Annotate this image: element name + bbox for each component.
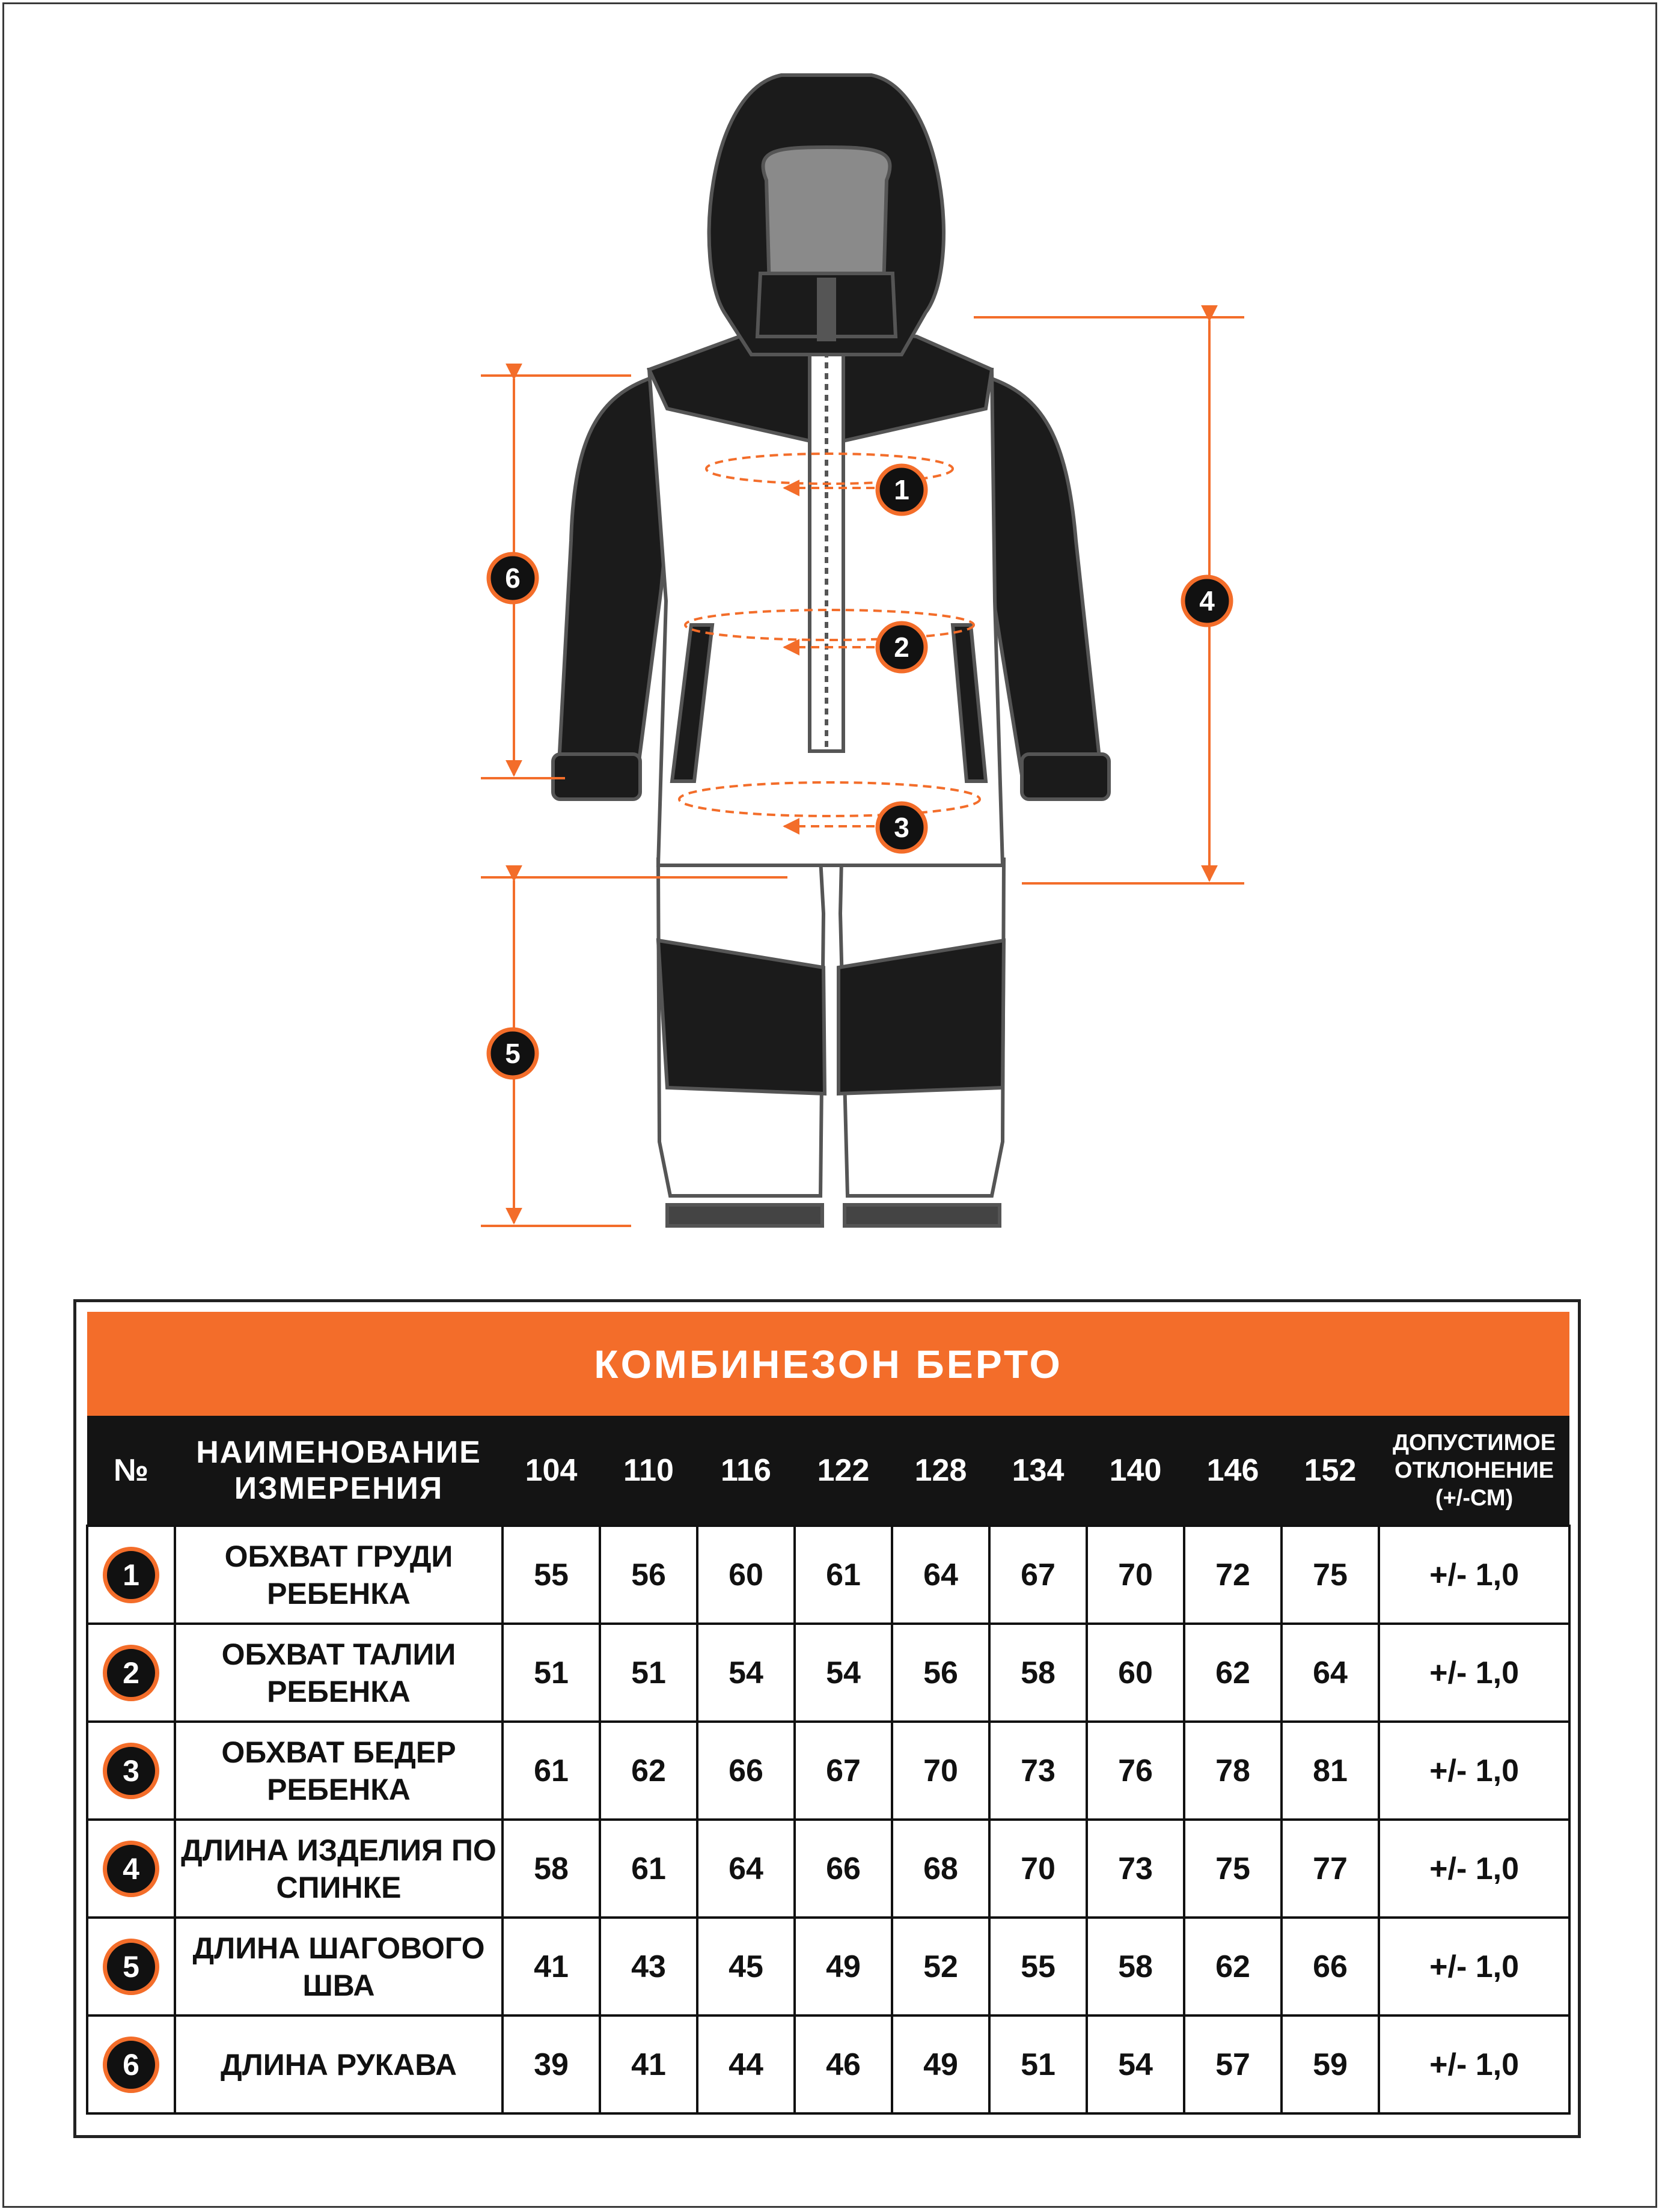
size-value: 51 (600, 1624, 697, 1722)
size-value: 66 (697, 1722, 795, 1820)
size-value: 57 (1184, 2015, 1282, 2113)
svg-text:5: 5 (505, 1038, 521, 1069)
size-value: 73 (989, 1722, 1087, 1820)
size-value: 44 (697, 2015, 795, 2113)
header-number: № (87, 1416, 175, 1526)
marker-4 (1183, 577, 1231, 625)
row-number-badge: 5 (103, 1939, 159, 1995)
size-chart-frame (73, 1299, 1581, 2138)
size-value: 76 (1087, 1722, 1184, 1820)
size-value: 62 (1184, 1624, 1282, 1722)
header-size: 128 (892, 1416, 989, 1526)
row-number-cell (87, 1526, 175, 1624)
size-chart-table (86, 1312, 1571, 2115)
table-row (87, 1820, 1569, 1918)
size-value: 51 (503, 1624, 600, 1722)
size-value: 64 (1282, 1624, 1379, 1722)
table-row (87, 1918, 1569, 2015)
measurement-name: ОБХВАТ ТАЛИИ РЕБЕНКА (175, 1624, 503, 1722)
size-value: 68 (892, 1820, 989, 1918)
table-header-row (87, 1416, 1569, 1526)
size-value: 62 (600, 1722, 697, 1820)
svg-text:2: 2 (894, 632, 909, 663)
marker-1 (878, 466, 926, 514)
marker-5 (489, 1029, 537, 1077)
size-value: 70 (892, 1722, 989, 1820)
measurement-name: ДЛИНА ШАГОВОГО ШВА (175, 1918, 503, 2015)
size-value: 49 (892, 2015, 989, 2113)
tolerance-value: +/- 1,0 (1379, 2015, 1569, 2113)
size-value: 55 (503, 1526, 600, 1624)
size-value: 41 (503, 1918, 600, 2015)
size-value: 58 (503, 1820, 600, 1918)
marker-2 (878, 623, 926, 671)
overall-body (649, 324, 1003, 865)
header-size: 152 (1282, 1416, 1379, 1526)
header-size: 134 (989, 1416, 1087, 1526)
tolerance-value: +/- 1,0 (1379, 1624, 1569, 1722)
table-row (87, 1526, 1569, 1624)
size-value: 77 (1282, 1820, 1379, 1918)
measurement-name: ОБХВАТ ГРУДИ РЕБЕНКА (175, 1526, 503, 1624)
header-tolerance: ДОПУСТИМОЕ ОТКЛОНЕНИЕ (+/-СМ) (1379, 1416, 1569, 1526)
size-value: 58 (989, 1624, 1087, 1722)
size-value: 43 (600, 1918, 697, 2015)
size-value: 58 (1087, 1918, 1184, 2015)
size-value: 54 (1087, 2015, 1184, 2113)
size-value: 46 (795, 2015, 892, 2113)
size-value: 51 (989, 2015, 1087, 2113)
header-measurement-name: НАИМЕНОВАНИЕ ИЗМЕРЕНИЯ (175, 1416, 503, 1526)
tolerance-value: +/- 1,0 (1379, 1526, 1569, 1624)
row-number-cell (87, 2015, 175, 2113)
row-number-cell (87, 1918, 175, 2015)
size-value: 66 (795, 1820, 892, 1918)
size-value: 41 (600, 2015, 697, 2113)
tolerance-value: +/- 1,0 (1379, 1820, 1569, 1918)
row-number-cell (87, 1722, 175, 1820)
size-value: 60 (1087, 1624, 1184, 1722)
header-size: 104 (503, 1416, 600, 1526)
table-row (87, 1624, 1569, 1722)
header-size: 146 (1184, 1416, 1282, 1526)
row-number-cell (87, 1820, 175, 1918)
size-value: 75 (1282, 1526, 1379, 1624)
size-value: 70 (989, 1820, 1087, 1918)
size-value: 78 (1184, 1722, 1282, 1820)
size-value: 61 (795, 1526, 892, 1624)
size-value: 72 (1184, 1526, 1282, 1624)
size-value: 59 (1282, 2015, 1379, 2113)
size-value: 64 (892, 1526, 989, 1624)
size-value: 45 (697, 1918, 795, 2015)
table-row (87, 2015, 1569, 2113)
size-value: 73 (1087, 1820, 1184, 1918)
hood (709, 75, 944, 355)
size-value: 60 (697, 1526, 795, 1624)
header-size: 140 (1087, 1416, 1184, 1526)
header-size: 122 (795, 1416, 892, 1526)
row-number-badge: 2 (103, 1645, 159, 1701)
size-value: 81 (1282, 1722, 1379, 1820)
row-number-badge: 3 (103, 1743, 159, 1799)
size-value: 61 (600, 1820, 697, 1918)
svg-text:4: 4 (1199, 585, 1215, 617)
svg-text:3: 3 (894, 812, 909, 843)
tolerance-value: +/- 1,0 (1379, 1722, 1569, 1820)
marker-3 (878, 803, 926, 852)
size-value: 54 (697, 1624, 795, 1722)
tolerance-value: +/- 1,0 (1379, 1918, 1569, 2015)
row-number-cell (87, 1624, 175, 1722)
svg-text:6: 6 (505, 562, 521, 594)
size-value: 55 (989, 1918, 1087, 2015)
header-size: 110 (600, 1416, 697, 1526)
measurement-name: ДЛИНА ИЗДЕЛИЯ ПО СПИНКЕ (175, 1820, 503, 1918)
size-value: 62 (1184, 1918, 1282, 2015)
size-value: 56 (600, 1526, 697, 1624)
size-value: 54 (795, 1624, 892, 1722)
size-value: 56 (892, 1624, 989, 1722)
size-value: 52 (892, 1918, 989, 2015)
header-size: 116 (697, 1416, 795, 1526)
table-body (87, 1526, 1569, 2113)
size-value: 66 (1282, 1918, 1379, 2015)
table-title: КОМБИНЕЗОН БЕРТО (87, 1312, 1569, 1416)
size-value: 67 (795, 1722, 892, 1820)
size-value: 64 (697, 1820, 795, 1918)
measurement-name: ОБХВАТ БЕДЕР РЕБЕНКА (175, 1722, 503, 1820)
row-number-badge: 6 (103, 2037, 159, 2093)
size-value: 70 (1087, 1526, 1184, 1624)
size-value: 61 (503, 1722, 600, 1820)
row-number-badge: 4 (103, 1841, 159, 1897)
measurement-name: ДЛИНА РУКАВА (175, 2015, 503, 2113)
svg-text:1: 1 (894, 474, 909, 505)
size-value: 67 (989, 1526, 1087, 1624)
row-number-badge: 1 (103, 1547, 159, 1603)
size-value: 49 (795, 1918, 892, 2015)
size-value: 75 (1184, 1820, 1282, 1918)
marker-6 (489, 554, 537, 602)
size-value: 39 (503, 2015, 600, 2113)
table-row (87, 1722, 1569, 1820)
